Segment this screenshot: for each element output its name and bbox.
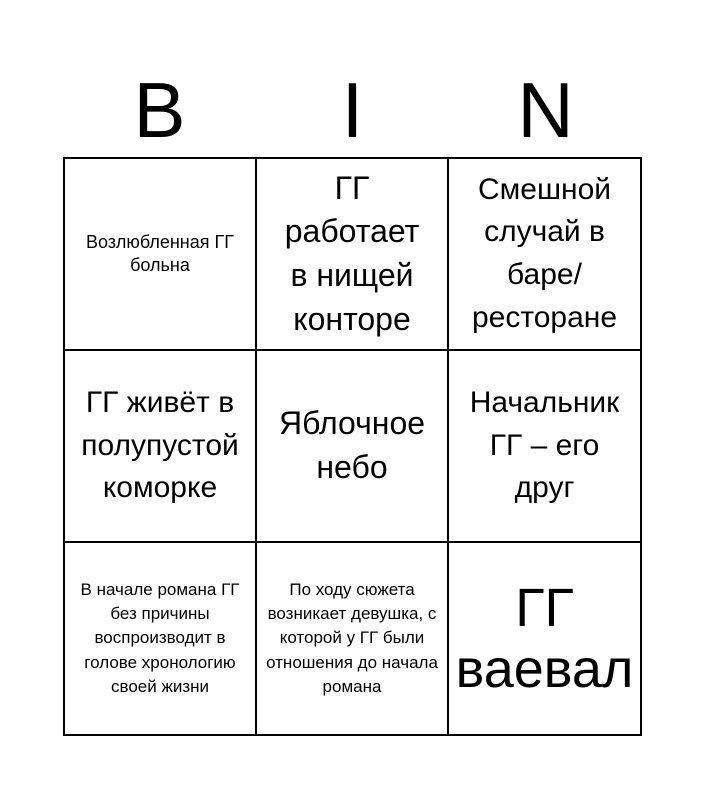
bingo-cell-r3-c2[interactable] (257, 543, 449, 736)
bingo-cell-text: Начальник ГГ – его друг (469, 386, 620, 505)
bingo-cell-r3-c1[interactable] (65, 543, 257, 736)
bingo-cell-r2-c1[interactable] (65, 351, 257, 543)
bingo-cell-text: Возлюбленная ГГ больна (85, 231, 235, 275)
bingo-cell-free-center[interactable] (257, 351, 449, 543)
bingo-cell-r1-c2[interactable] (257, 159, 449, 351)
header-letter-n: N (517, 65, 574, 154)
bingo-cell-r3-c3[interactable] (449, 543, 642, 736)
bingo-cell-r1-c3[interactable] (449, 159, 642, 351)
bingo-cell-text: ГГ живёт в полупустой коморке (81, 386, 239, 505)
bingo-cell-r1-c1[interactable] (65, 159, 257, 351)
header-letter-i: I (341, 65, 364, 154)
bingo-cell-text: По ходу сюжета возникает девушка, с которой у ГГ были отношения до начала романа (266, 580, 438, 696)
bingo-card-grid (63, 157, 642, 736)
header-letter-b: B (133, 65, 186, 154)
bingo-cell-text: Смешной случай в баре/ ресторане (471, 172, 618, 334)
bingo-cell-text: Яблочное небо (278, 405, 426, 485)
bingo-cell-text: В начале романа ГГ без причины воспроизводит в голове хронологию своей жизни (80, 580, 240, 696)
bingo-cell-text: ГГ работает в нищей конторе (284, 169, 420, 337)
bingo-cell-text: ГГ ваевал (455, 578, 634, 699)
bingo-cell-r2-c3[interactable] (449, 351, 642, 543)
bingo-header (63, 62, 642, 157)
